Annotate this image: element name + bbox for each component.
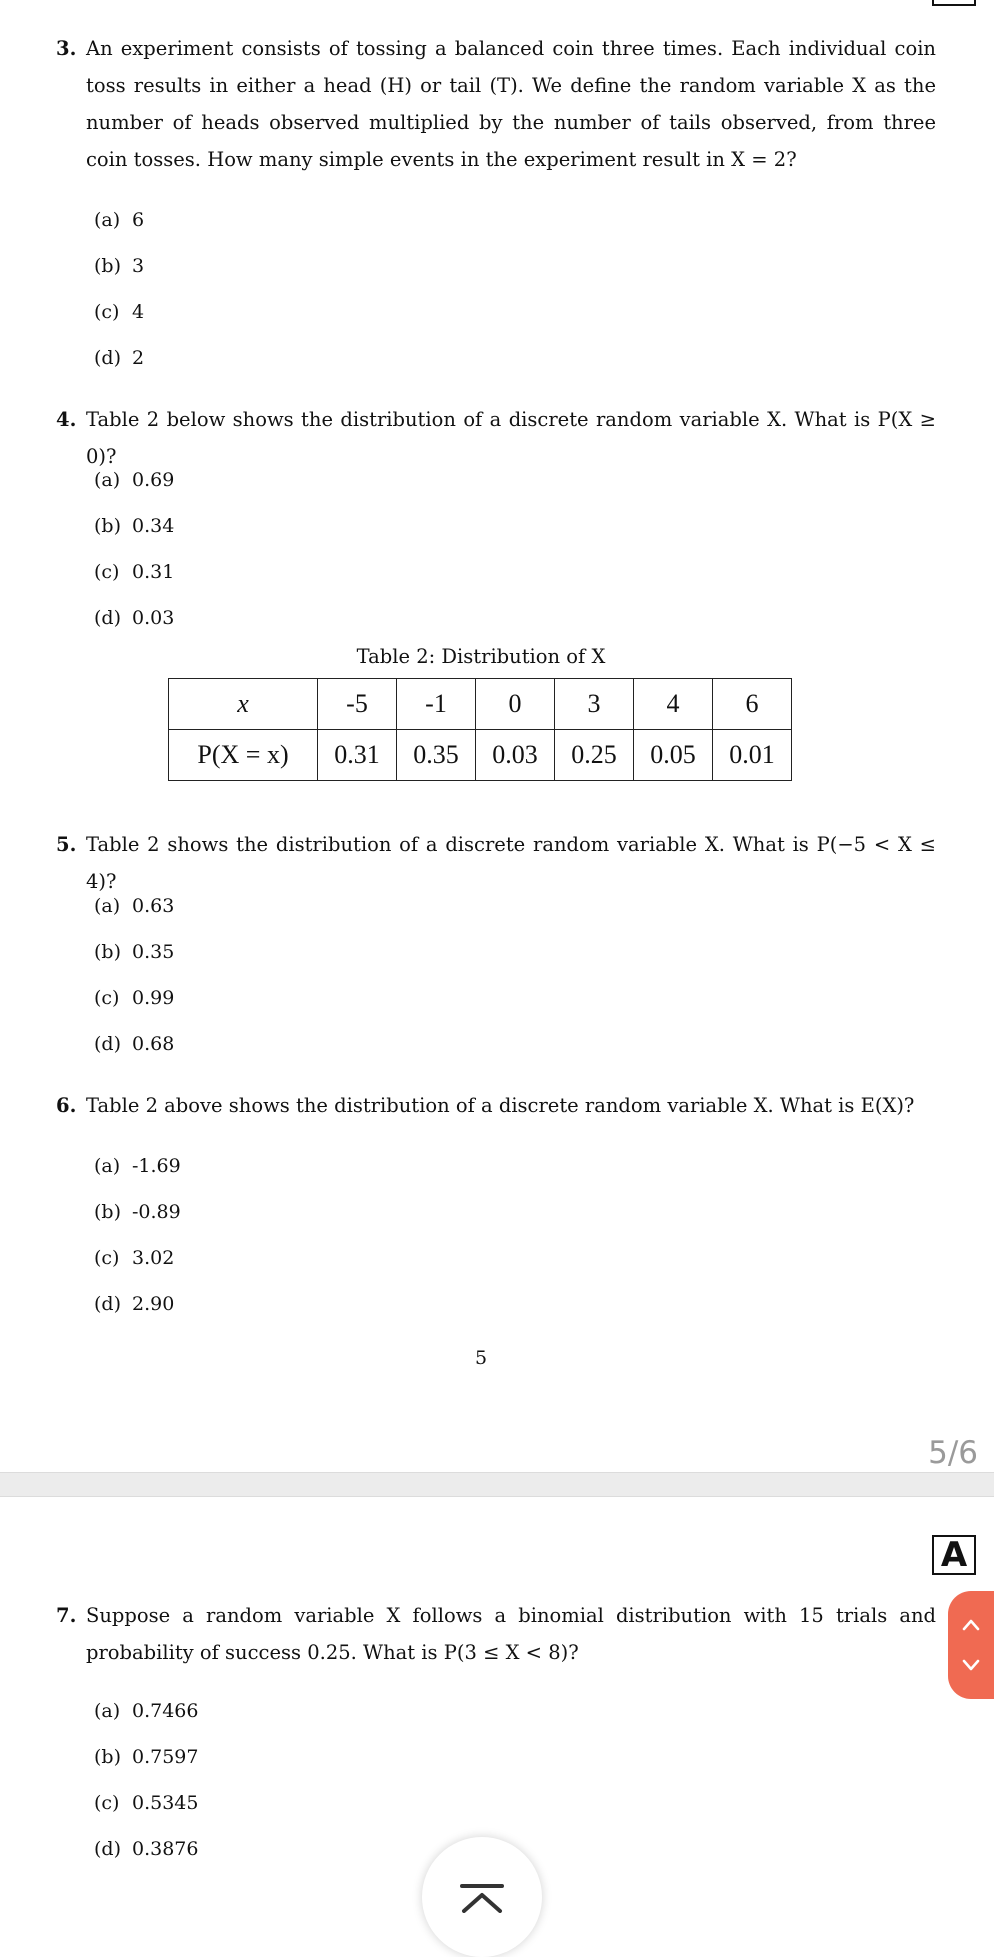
pdf-page-6 <box>0 1497 994 1919</box>
question-7 <box>56 1597 936 1671</box>
table-cell: 0.01 <box>713 730 792 781</box>
table-cell: 0.35 <box>397 730 476 781</box>
question-text: An experiment consists of tossing a balanced coin three times. Each individual coin toss results in either a head (H) or tail (T). We define the random variable X as the number of heads observed multiplied by the number of tails observed, from three coin tosses. How many simple events in the experiment result in X = 2? <box>86 37 936 171</box>
option: (a) 6 <box>94 209 145 231</box>
answer-badge: A <box>932 1535 976 1575</box>
chevron-up-icon[interactable] <box>961 1615 981 1635</box>
table-cell: -5 <box>318 679 397 730</box>
table-cell: 0.05 <box>634 730 713 781</box>
option: (d) 0.03 <box>94 607 175 629</box>
table-row-p <box>169 730 792 781</box>
option: (d) 0.3876 <box>94 1838 199 1860</box>
option: (a) 0.63 <box>94 895 175 917</box>
table-caption: Table 2: Distribution of X <box>356 645 606 668</box>
distribution-table <box>168 678 792 781</box>
question-number: 7. <box>56 1604 77 1627</box>
chevron-down-icon[interactable] <box>961 1655 981 1675</box>
table-cell: 0.03 <box>476 730 555 781</box>
option: (a) 0.69 <box>94 469 175 491</box>
table-cell: 4 <box>634 679 713 730</box>
option: (c) 0.31 <box>94 561 175 583</box>
table-cell: -1 <box>397 679 476 730</box>
question-number: 3. <box>56 37 77 60</box>
table-cell: 3 <box>555 679 634 730</box>
option: (b) 0.7597 <box>94 1746 199 1768</box>
options-q6 <box>94 1143 181 1327</box>
table-row-x <box>169 679 792 730</box>
page-number: 5 <box>474 1347 488 1369</box>
question-3 <box>56 30 936 178</box>
question-4 <box>56 401 936 475</box>
table-cell: 0.31 <box>318 730 397 781</box>
option: (a) 0.7466 <box>94 1700 199 1722</box>
option: (d) 0.68 <box>94 1033 175 1055</box>
question-text: Table 2 below shows the distribution of a discrete random variable X. What is P(X ≥ 0)? <box>86 408 936 468</box>
option: (b) -0.89 <box>94 1201 181 1223</box>
question-text: Table 2 shows the distribution of a discrete random variable X. What is P(−5 < X ≤ 4)? <box>86 833 936 893</box>
option: (b) 3 <box>94 255 145 277</box>
option: (a) -1.69 <box>94 1155 181 1177</box>
question-number: 6. <box>56 1094 77 1117</box>
option: (c) 0.99 <box>94 987 175 1009</box>
page-nav-pill <box>948 1591 994 1699</box>
table-header-p: P(X = x) <box>169 730 318 781</box>
page-indicator: 5/6 <box>928 1435 978 1471</box>
options-q4 <box>94 457 174 641</box>
options-q5 <box>94 883 174 1067</box>
option: (b) 0.35 <box>94 941 175 963</box>
question-text: Suppose a random variable X follows a binomial distribution with 15 trials and probability of success 0.25. What is P(3 ≤ X < 8)? <box>86 1604 936 1664</box>
question-number: 5. <box>56 833 77 856</box>
table-cell: 0.25 <box>555 730 634 781</box>
table-header-x: x <box>169 679 318 730</box>
question-6 <box>56 1087 936 1124</box>
question-5 <box>56 826 936 900</box>
table-cell: 6 <box>713 679 792 730</box>
options-q7 <box>94 1688 198 1872</box>
answer-badge-partial <box>932 0 976 6</box>
table-cell: 0 <box>476 679 555 730</box>
option: (d) 2 <box>94 347 145 369</box>
page-separator <box>0 1472 994 1497</box>
option: (d) 2.90 <box>94 1293 175 1315</box>
option: (b) 0.34 <box>94 515 175 537</box>
scroll-to-top-button[interactable] <box>422 1837 542 1957</box>
option: (c) 4 <box>94 301 145 323</box>
question-number: 4. <box>56 408 77 431</box>
question-text: Table 2 above shows the distribution of a discrete random variable X. What is E(X)? <box>86 1094 915 1117</box>
option: (c) 3.02 <box>94 1247 175 1269</box>
options-q3 <box>94 197 144 381</box>
option: (c) 0.5345 <box>94 1792 199 1814</box>
scroll-to-top-icon <box>460 1883 504 1913</box>
